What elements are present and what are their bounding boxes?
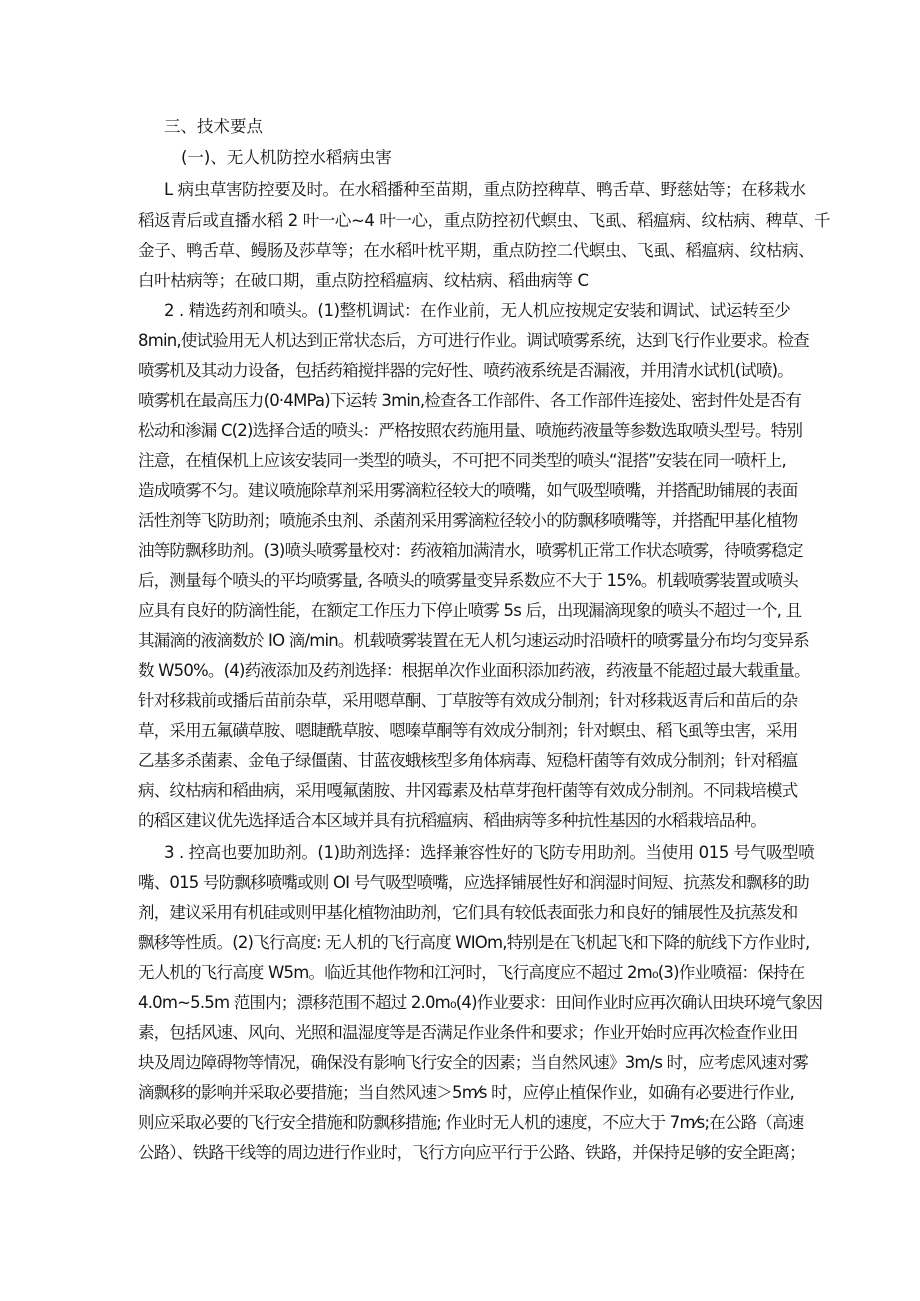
paragraph-line: 草，采用五氟磺草胺、嗯睫酰草胺、嗯嗪草酮等有效成分制剂；针对螟虫、稻飞虱等虫害，采用	[138, 721, 798, 740]
paragraph-line: L 病虫草害防控要及时。在水稻播种至苗期，重点防控稗草、鸭舌草、野慈姑等；在移栽水	[164, 180, 806, 199]
paragraph-line: 油等防飘移助剂。(3)喷头喷雾量校对：药液箱加满清水，喷雾机正常工作状态喷雾，待喷雾稳定	[138, 541, 803, 560]
paragraph-line: 2 . 精选药剂和喷头。(1)整机调试：在作业前，无人机应按规定安装和调试、试运转至少	[164, 301, 791, 320]
paragraph-line: 白叶枯病等；在破口期，重点防控稻瘟病、纹枯病、稻曲病等 C	[138, 271, 589, 290]
paragraph-line: 剂，建议采用有机硅或则甲基化植物油助剂，它们具有较低表面张力和良好的铺展性及抗蒸发和	[138, 903, 798, 922]
paragraph-line: 松动和渗漏 C(2)选择合适的喷头：严格按照农药施用量、喷施药液量等参数选取喷头型号。特别	[138, 421, 803, 440]
paragraph-line: 飘移等性质。(2)飞行高度: 无人机的飞行高度 WIOm,特别是在飞机起飞和下降的航线下方作业时,	[138, 933, 810, 952]
paragraph-line: 金子、鸭舌草、鳗肠及莎草等；在水稻叶枕平期，重点防控二代螟虫、飞虱、稻瘟病、纹枯病、	[138, 241, 815, 260]
paragraph-line: 稻返青后或直播水稻 2 叶一心~4 叶一心，重点防控初代螟虫、飞虱、稻瘟病、纹枯病、稗草、千	[138, 211, 831, 230]
paragraph-line: 注意，在植保机上应该安装同一类型的喷头，不可把不同类型的喷头“混搭”安装在同一喷杆上,	[138, 451, 786, 470]
paragraph-line: 数 W50%。(4)药液添加及药剂选择：根据单次作业面积添加药液，药液量不能超过最大载重量。	[138, 661, 810, 680]
paragraph-line: 的稻区建议优先选择适合本区域并具有抗稻瘟病、稻曲病等多种抗性基因的水稻栽培品种。	[138, 811, 767, 830]
paragraph-line: 后，测量每个喷头的平均喷雾量, 各喷头的喷雾量变异系数应不大于 15%。机载喷雾装置或喷头	[138, 571, 798, 590]
paragraph-line: 应具有良好的防滴性能，在额定工作压力下停止喷雾 5s 后，出现漏滴现象的喷头不超过一个, 且	[138, 601, 802, 620]
paragraph-line: 造成喷雾不匀。建议喷施除草剂采用雾滴粒径较大的喷嘴，如气吸型喷嘴，并搭配助铺展的表面	[138, 481, 798, 500]
paragraph-line: 3 . 控高也要加助剂。(1)助剂选择：选择兼容性好的飞防专用助剂。当使用 015 号气吸型喷	[164, 843, 815, 862]
paragraph-line: 喷雾机在最高压力(0·4MPa)下运转 3min,检查各工作部件、各工作部件连接处、密封件处是否有	[138, 391, 802, 410]
paragraph-line: 嘴、015 号防飘移喷嘴或则 OI 号气吸型喷嘴，应选择铺展性好和润湿时间短、抗蒸发和飘移的助	[138, 873, 809, 892]
subsection-heading: (一)、无人机防控水稻病虫害	[181, 148, 392, 167]
paragraph-line: 则应采取必要的飞行安全措施和防飘移措施; 作业时无人机的速度，不应大于 7m⁄s;在公路（高速	[138, 1113, 804, 1132]
paragraph-line: 乙基多杀菌素、金龟子绿僵菌、甘蓝夜蛾核型多角体病毒、短稳杆菌等有效成分制剂；针对稻瘟	[138, 751, 798, 770]
paragraph-line: 病、纹枯病和稻曲病，采用嘎氟菌胺、井冈霉素及枯草芽孢杆菌等有效成分制剂。不同栽培模式	[138, 781, 798, 800]
paragraph-line: 4.0m~5.5m 范围内；漂移范围不超过 2.0m₀(4)作业要求：田间作业时应再次确认田块环境气象因	[138, 993, 823, 1012]
paragraph-line: 8min,使试验用无人机达到正常状态后，方可进行作业。调试喷雾系统，达到飞行作业要求。检查	[138, 331, 809, 350]
paragraph-line: 素，包括风速、风向、光照和温湿度等是否满足作业条件和要求；作业开始时应再次检查作业田	[138, 1023, 798, 1042]
paragraph-line: 喷雾机及其动力设备，包括药箱搅拌器的完好性、喷药液系统是否漏液，并用清水试机(试喷)。	[138, 361, 793, 380]
paragraph-line: 滴飘移的影响并采取必要措施；当自然风速＞5m⁄s 时，应停止植保作业，如确有必要进行作业,	[138, 1083, 794, 1102]
paragraph-line: 针对移栽前或播后苗前杂草，采用嗯草酮、丁草胺等有效成分制剂；针对移栽返青后和苗后的杂	[138, 691, 798, 710]
paragraph-line: 公路）、铁路干线等的周边进行作业时，飞行方向应平行于公路、铁路，并保持足够的安全距离；	[138, 1143, 805, 1162]
section-heading: 三、技术要点	[164, 117, 263, 136]
paragraph-line: 其漏滴的液滴数於 IO 滴/min。机载喷雾装置在无人机匀速运动时沿喷杆的喷雾量分布均匀变异系	[138, 631, 809, 650]
paragraph-line: 块及周边障碍物等情况，确保没有影响飞行安全的因素；当自然风速》3m/s 时，应考虑风速对雾	[138, 1053, 808, 1072]
paragraph-line: 无人机的飞行高度 W5m。临近其他作物和江河时，飞行高度应不超过 2m₀(3)作业喷福：保持在	[138, 963, 805, 982]
paragraph-line: 活性剂等飞防助剂；喷施杀虫剂、杀菌剂采用雾滴粒径较小的防飘移喷嘴等，并搭配甲基化植物	[138, 511, 798, 530]
